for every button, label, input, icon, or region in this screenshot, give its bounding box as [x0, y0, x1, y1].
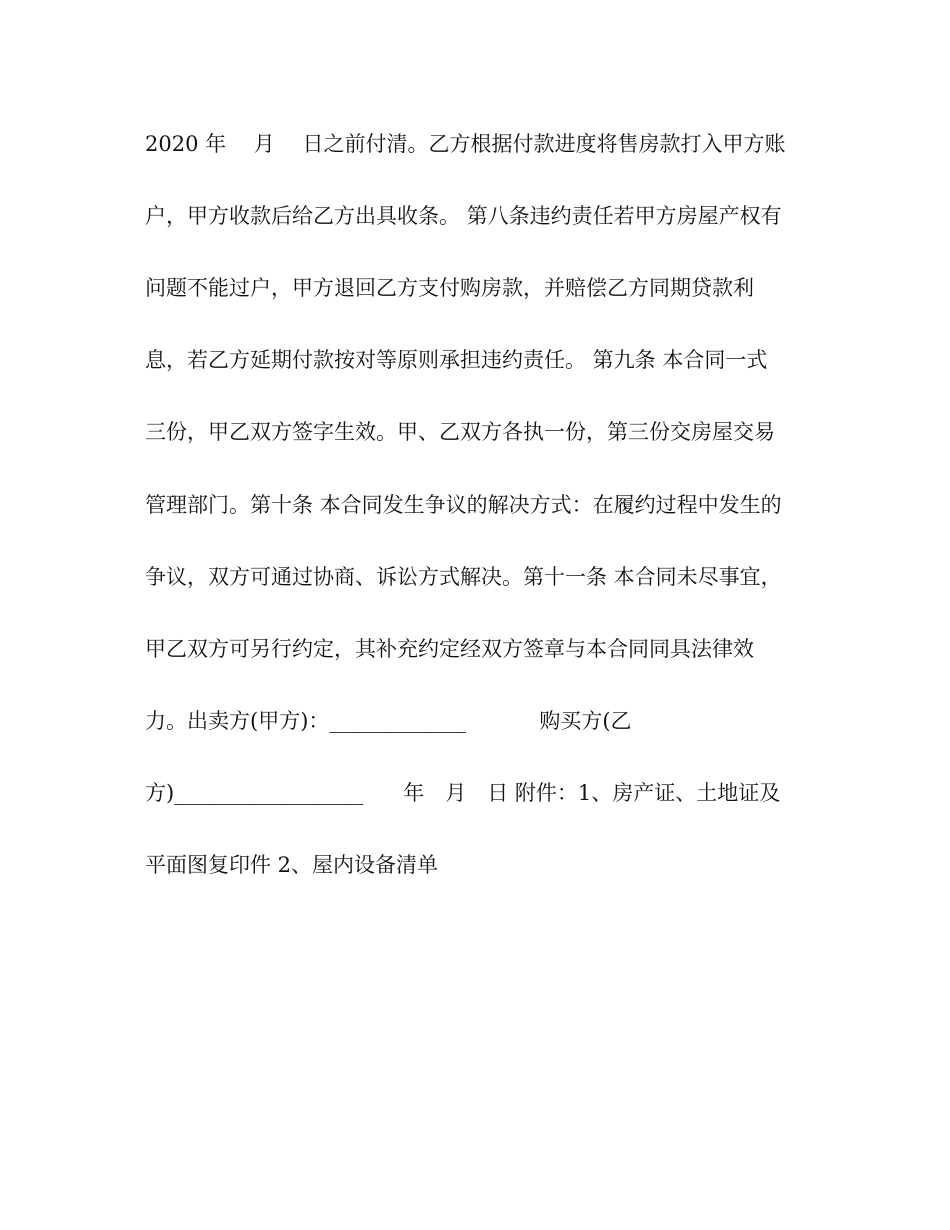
text-line-6: 管理部门。第十条 本合同发生争议的解决方式：在履约过程中发生的 [145, 493, 782, 517]
text-line-1: 2020 年 月 日之前付清。乙方根据付款进度将售房款打入甲方账 [145, 132, 786, 156]
text-line-10-signature-buyer: 方)__________________ 年 月 日 附件：1、房产证、土地证及 [145, 781, 781, 805]
text-line-8: 甲乙双方可另行约定，其补充约定经双方签章与本合同同具法律效 [145, 637, 754, 661]
text-line-5: 三份，甲乙双方签字生效。甲、乙双方各执一份，第三份交房屋交易 [145, 420, 775, 444]
text-line-3: 问题不能过户，甲方退回乙方支付购房款，并赔偿乙方同期贷款利 [145, 276, 754, 300]
text-line-7: 争议，双方可通过协商、诉讼方式解决。第十一条 本合同未尽事宜， [145, 565, 782, 589]
text-line-11-attachments: 平面图复印件 2、屋内设备清单 [145, 853, 439, 877]
text-line-4: 息，若乙方延期付款按对等原则承担违约责任。 第九条 本合同一式 [145, 348, 768, 372]
text-line-9-signature-seller: 力。出卖方(甲方)：_____________ 购买方(乙 [145, 709, 632, 733]
text-line-2: 户，甲方收款后给乙方出具收条。 第八条违约责任若甲方房屋产权有 [145, 204, 782, 228]
